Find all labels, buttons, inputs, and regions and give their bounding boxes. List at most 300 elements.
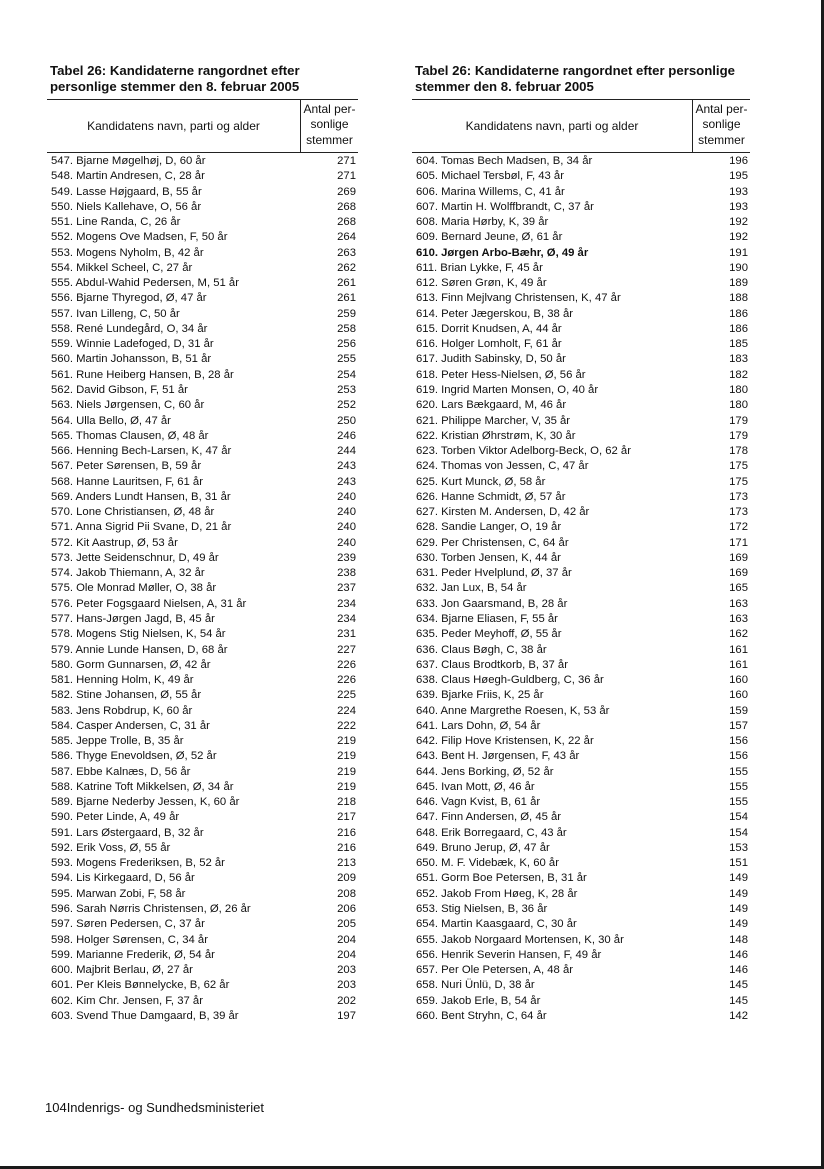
candidate-name: 589. Bjarne Nederby Jessen, K, 60 år [51,796,240,809]
table-row [47,215,358,230]
candidate-name: 550. Niels Kallehave, O, 56 år [51,200,202,213]
vote-count: 203 [337,979,356,992]
candidate-name: 650. M. F. Videbæk, K, 60 år [416,857,559,870]
table-row [412,459,750,474]
candidate-name: 648. Erik Borregaard, C, 43 år [416,826,567,839]
vote-count: 206 [337,903,356,916]
vote-count: 180 [729,399,748,412]
vote-count: 178 [729,445,748,458]
vote-count: 183 [729,353,748,366]
vote-count: 151 [729,857,748,870]
table-row [412,261,750,276]
header-name: Kandidatens navn, parti og alder [465,119,639,133]
vote-count: 240 [337,506,356,519]
vote-count: 225 [337,689,356,702]
candidate-name: 636. Claus Bøgh, C, 38 år [416,643,547,656]
candidate-name: 634. Bjarne Eliasen, F, 55 år [416,612,558,625]
table-row [47,368,358,383]
candidate-name: 556. Bjarne Thyregod, Ø, 47 år [51,292,207,305]
candidate-name: 600. Majbrit Berlau, Ø, 27 år [51,964,193,977]
vote-count: 159 [729,704,748,717]
table-row [47,169,358,184]
vote-count: 173 [729,490,748,503]
vote-count: 208 [337,887,356,900]
table-row [47,551,358,566]
candidate-name: 565. Thomas Clausen, Ø, 48 år [51,429,209,442]
vote-count: 165 [729,582,748,595]
vote-count: 250 [337,414,356,427]
table-row [412,505,750,520]
candidate-name: 651. Gorm Boe Petersen, B, 31 år [416,872,587,885]
table-row [412,933,750,948]
vote-count: 240 [337,521,356,534]
left-table [47,63,358,1024]
vote-count: 268 [337,216,356,229]
table-row [412,963,750,978]
table-row [412,215,750,230]
table-row [412,398,750,413]
vote-count: 193 [729,200,748,213]
table-header [47,99,358,153]
table-row [412,368,750,383]
candidate-name: 626. Hanne Schmidt, Ø, 57 år [416,490,566,503]
candidate-name: 628. Sandie Langer, O, 19 år [416,521,562,534]
candidate-name: 558. René Lundegård, O, 34 år [51,322,208,335]
candidate-name: 620. Lars Bækgaard, M, 46 år [416,399,567,412]
candidate-name: 607. Martin H. Wolffbrandt, C, 37 år [416,200,594,213]
table-row [412,994,750,1009]
header-votes: Antal per-sonlige stemmer [692,100,750,152]
table-row [47,749,358,764]
table-row [412,627,750,642]
vote-count: 192 [729,216,748,229]
vote-count: 154 [729,826,748,839]
header-votes: Antal per-sonlige stemmer [300,100,358,152]
candidate-name: 627. Kirsten M. Andersen, D, 42 år [416,506,590,519]
candidate-name: 625. Kurt Munck, Ø, 58 år [416,475,546,488]
header-name: Kandidatens navn, parti og alder [87,119,260,133]
vote-count: 149 [729,872,748,885]
candidate-name: 564. Ulla Bello, Ø, 47 år [51,414,171,427]
table-row [47,291,358,306]
table-row [47,444,358,459]
table-row [47,230,358,245]
candidate-name: 623. Torben Viktor Adelborg-Beck, O, 62 år [416,445,631,458]
candidate-name: 601. Per Kleis Bønnelycke, B, 62 år [51,979,230,992]
candidate-name: 580. Gorm Gunnarsen, Ø, 42 år [51,658,211,671]
table-row [412,581,750,596]
table-row [47,917,358,932]
vote-count: 263 [337,246,356,259]
table-row [412,841,750,856]
vote-count: 219 [337,780,356,793]
vote-count: 191 [729,246,748,259]
vote-count: 171 [729,536,748,549]
table-row [47,994,358,1009]
candidate-name: 590. Peter Linde, A, 49 år [51,811,180,824]
vote-count: 204 [337,933,356,946]
candidate-name: 606. Marina Willems, C, 41 år [416,185,565,198]
table-row [412,337,750,352]
table-row [47,871,358,886]
vote-count: 192 [729,231,748,244]
candidate-name: 552. Mogens Ove Madsen, F, 50 år [51,231,228,244]
table-row [412,444,750,459]
candidate-name: 624. Thomas von Jessen, C, 47 år [416,460,589,473]
vote-count: 243 [337,460,356,473]
candidate-name: 574. Jakob Thiemann, A, 32 år [51,567,205,580]
vote-count: 219 [337,750,356,763]
table-row [47,200,358,215]
vote-count: 188 [729,292,748,305]
table-row [412,719,750,734]
candidate-name: 557. Ivan Lilleng, C, 50 år [51,307,180,320]
vote-count: 146 [729,948,748,961]
table-title: Tabel 26: Kandidaterne rangordnet efter personlige stemmer den 8. februar 2005 [415,63,735,94]
vote-count: 219 [337,735,356,748]
table-row [412,291,750,306]
candidate-name: 615. Dorrit Knudsen, A, 44 år [416,322,562,335]
candidate-name: 653. Stig Nielsen, B, 36 år [416,903,548,916]
vote-count: 149 [729,887,748,900]
candidate-name: 596. Sarah Nørris Christensen, Ø, 26 år [51,903,251,916]
table-row [47,276,358,291]
vote-count: 254 [337,368,356,381]
table-row [412,810,750,825]
table-row [412,551,750,566]
vote-count: 203 [337,964,356,977]
table-row [47,856,358,871]
candidate-name: 566. Henning Bech-Larsen, K, 47 år [51,445,232,458]
vote-count: 259 [337,307,356,320]
vote-count: 271 [337,170,356,183]
vote-count: 243 [337,475,356,488]
vote-count: 253 [337,383,356,396]
vote-count: 149 [729,903,748,916]
vote-count: 155 [729,765,748,778]
table-row [47,734,358,749]
candidate-name: 649. Bruno Jerup, Ø, 47 år [416,841,550,854]
vote-count: 239 [337,551,356,564]
candidate-name: 588. Katrine Toft Mikkelsen, Ø, 34 år [51,780,234,793]
vote-count: 218 [337,796,356,809]
page-footer: 104Indenrigs- og Sundhedsministeriet [45,1100,264,1115]
table-row [47,719,358,734]
candidate-name: 572. Kit Aastrup, Ø, 53 år [51,536,178,549]
vote-count: 149 [729,918,748,931]
candidate-name: 597. Søren Pedersen, C, 37 år [51,918,205,931]
vote-count: 238 [337,567,356,580]
table-row [47,978,358,993]
table-row [412,520,750,535]
vote-count: 185 [729,338,748,351]
table-header [412,99,750,153]
vote-count: 163 [729,612,748,625]
table-row [412,429,750,444]
candidate-name: 592. Erik Voss, Ø, 55 år [51,841,171,854]
candidate-name: 563. Niels Jørgensen, C, 60 år [51,399,205,412]
candidate-name: 604. Tomas Bech Madsen, B, 34 år [416,155,593,167]
vote-count: 262 [337,261,356,274]
table-row [412,826,750,841]
table-body [47,154,358,1024]
vote-count: 173 [729,506,748,519]
vote-count: 216 [337,826,356,839]
table-row [47,566,358,581]
candidate-name: 621. Philippe Marcher, V, 35 år [416,414,571,427]
table-row [47,261,358,276]
vote-count: 226 [337,658,356,671]
table-row [47,398,358,413]
table-row [47,841,358,856]
table-row [47,612,358,627]
vote-count: 216 [337,841,356,854]
table-row [412,185,750,200]
table-row [412,673,750,688]
table-row [47,154,358,169]
vote-count: 160 [729,689,748,702]
candidate-name: 643. Bent H. Jørgensen, F, 43 år [416,750,580,763]
vote-count: 169 [729,551,748,564]
vote-count: 190 [729,261,748,274]
vote-count: 148 [729,933,748,946]
candidate-name: 585. Jeppe Trolle, B, 35 år [51,735,184,748]
vote-count: 269 [337,185,356,198]
candidate-name: 647. Finn Andersen, Ø, 45 år [416,811,562,824]
candidate-name: 555. Abdul-Wahid Pedersen, M, 51 år [51,277,239,290]
table-row [47,185,358,200]
candidate-name: 652. Jakob From Høeg, K, 28 år [416,887,578,900]
table-row [47,352,358,367]
candidate-name: 573. Jette Seidenschnur, D, 49 år [51,551,219,564]
candidate-name: 629. Per Christensen, C, 64 år [416,536,569,549]
vote-count: 224 [337,704,356,717]
candidate-name: 576. Peter Fogsgaard Nielsen, A, 31 år [51,597,247,610]
vote-count: 161 [729,643,748,656]
table-row [412,154,750,169]
vote-count: 252 [337,399,356,412]
table-row [47,933,358,948]
table-row [412,902,750,917]
vote-count: 244 [337,445,356,458]
vote-count: 234 [337,612,356,625]
table-row [412,795,750,810]
table-row [412,765,750,780]
candidate-name: 578. Mogens Stig Nielsen, K, 54 år [51,628,226,641]
table-row [412,383,750,398]
vote-count: 261 [337,277,356,290]
table-row [412,536,750,551]
candidate-name: 611. Brian Lykke, F, 45 år [416,261,543,274]
table-row [47,536,358,551]
candidate-name: 630. Torben Jensen, K, 44 år [416,551,561,564]
vote-count: 234 [337,597,356,610]
vote-count: 195 [729,170,748,183]
vote-count: 204 [337,948,356,961]
table-body [412,154,750,1024]
candidate-name: 591. Lars Østergaard, B, 32 år [51,826,204,839]
vote-count: 180 [729,383,748,396]
vote-count: 240 [337,536,356,549]
table-row [47,658,358,673]
candidate-name: 605. Michael Tersbøl, F, 43 år [416,170,564,183]
table-row [47,963,358,978]
table-row [412,704,750,719]
candidate-name: 608. Maria Hørby, K, 39 år [416,216,549,229]
candidate-name: 635. Peder Meyhoff, Ø, 55 år [416,628,562,641]
vote-count: 156 [729,750,748,763]
vote-count: 213 [337,857,356,870]
vote-count: 205 [337,918,356,931]
candidate-name: 547. Bjarne Møgelhøj, D, 60 år [51,155,206,167]
candidate-name: 654. Martin Kaasgaard, C, 30 år [416,918,577,931]
candidate-name: 554. Mikkel Scheel, C, 27 år [51,261,193,274]
candidate-name: 602. Kim Chr. Jensen, F, 37 år [51,994,203,1007]
table-row [412,734,750,749]
candidate-name: 639. Bjarke Friis, K, 25 år [416,689,544,702]
table-row [47,383,358,398]
vote-count: 222 [337,719,356,732]
candidate-name: 657. Per Ole Petersen, A, 48 år [416,964,573,977]
table-row [47,1009,358,1024]
table-row [412,749,750,764]
vote-count: 182 [729,368,748,381]
vote-count: 186 [729,307,748,320]
vote-count: 169 [729,567,748,580]
table-row [47,414,358,429]
candidate-name: 548. Martin Andresen, C, 28 år [51,170,205,183]
candidate-name: 599. Marianne Frederik, Ø, 54 år [51,948,215,961]
vote-count: 145 [729,994,748,1007]
table-row [47,459,358,474]
candidate-name: 579. Annie Lunde Hansen, D, 68 år [51,643,228,656]
table-row [47,337,358,352]
table-row [47,627,358,642]
table-row [412,612,750,627]
vote-count: 145 [729,979,748,992]
vote-count: 227 [337,643,356,656]
vote-count: 179 [729,414,748,427]
table-row [47,948,358,963]
candidate-name: 655. Jakob Norgaard Mortensen, K, 30 år [416,933,624,946]
candidate-name: 642. Filip Hove Kristensen, K, 22 år [416,735,594,748]
candidate-name: 622. Kristian Øhrstrøm, K, 30 år [416,429,576,442]
table-row [47,246,358,261]
candidate-name: 577. Hans-Jørgen Jagd, B, 45 år [51,612,215,625]
candidate-name: 616. Holger Lomholt, F, 61 år [416,338,562,351]
vote-count: 154 [729,811,748,824]
table-row [412,871,750,886]
candidate-name: 618. Peter Hess-Nielsen, Ø, 56 år [416,368,586,381]
table-row [47,795,358,810]
candidate-name: 594. Lis Kirkegaard, D, 56 år [51,872,195,885]
table-row [412,414,750,429]
table-row [412,856,750,871]
candidate-name: 632. Jan Lux, B, 54 år [416,582,527,595]
vote-count: 226 [337,674,356,687]
vote-count: 175 [729,460,748,473]
candidate-name: 549. Lasse Højgaard, B, 55 år [51,185,202,198]
table-row [47,475,358,490]
candidate-name: 659. Jakob Erle, B, 54 år [416,994,541,1007]
candidate-name: 619. Ingrid Marten Monsen, O, 40 år [416,383,599,396]
table-row [47,688,358,703]
candidate-name: 586. Thyge Enevoldsen, Ø, 52 år [51,750,217,763]
candidate-name: 582. Stine Johansen, Ø, 55 år [51,689,202,702]
candidate-name: 656. Henrik Severin Hansen, F, 49 år [416,948,602,961]
candidate-name: 633. Jon Gaarsmand, B, 28 år [416,597,568,610]
candidate-name: 570. Lone Christiansen, Ø, 48 år [51,506,215,519]
candidate-name: 593. Mogens Frederiksen, B, 52 år [51,857,225,870]
table-row [47,520,358,535]
table-title: Tabel 26: Kandidaterne rangordnet efter personlige stemmer den 8. februar 2005 [50,63,300,94]
vote-count: 146 [729,964,748,977]
table-row [412,322,750,337]
candidate-name: 561. Rune Heiberg Hansen, B, 28 år [51,368,234,381]
vote-count: 240 [337,490,356,503]
candidate-name: 638. Claus Høegh-Guldberg, C, 36 år [416,674,604,687]
table-row [47,505,358,520]
vote-count: 153 [729,841,748,854]
table-row [412,352,750,367]
candidate-name: 631. Peder Hvelplund, Ø, 37 år [416,567,572,580]
vote-count: 156 [729,735,748,748]
vote-count: 261 [337,292,356,305]
candidate-name: 560. Martin Johansson, B, 51 år [51,353,212,366]
vote-count: 219 [337,765,356,778]
table-row [47,307,358,322]
candidate-name: 603. Svend Thue Damgaard, B, 39 år [51,1009,239,1022]
table-row [47,780,358,795]
candidate-name: 644. Jens Borking, Ø, 52 år [416,765,554,778]
vote-count: 197 [337,1009,356,1022]
vote-count: 196 [729,155,748,167]
vote-count: 193 [729,185,748,198]
candidate-name: 575. Ole Monrad Møller, O, 38 år [51,582,217,595]
vote-count: 202 [337,994,356,1007]
table-row [47,887,358,902]
vote-count: 271 [337,155,356,167]
vote-count: 217 [337,811,356,824]
vote-count: 264 [337,231,356,244]
table-row [412,490,750,505]
candidate-name: 612. Søren Grøn, K, 49 år [416,277,547,290]
table-row [47,429,358,444]
table-row [412,948,750,963]
candidate-name: 568. Hanne Lauritsen, F, 61 år [51,475,203,488]
table-row [47,673,358,688]
table-row [47,826,358,841]
vote-count: 256 [337,338,356,351]
candidate-name: 658. Nuri Ünlü, D, 38 år [416,979,535,992]
right-table [412,63,750,1024]
vote-count: 179 [729,429,748,442]
candidate-name: 567. Peter Sørensen, B, 59 år [51,460,202,473]
candidate-name: 637. Claus Brodtkorb, B, 37 år [416,658,568,671]
candidate-name: 559. Winnie Ladefoged, D, 31 år [51,338,214,351]
vote-count: 255 [337,353,356,366]
vote-count: 189 [729,277,748,290]
vote-count: 268 [337,200,356,213]
table-row [412,643,750,658]
vote-count: 231 [337,628,356,641]
candidate-name: 569. Anders Lundt Hansen, B, 31 år [51,490,231,503]
table-row [412,230,750,245]
candidate-name: 646. Vagn Kvist, B, 61 år [416,796,541,809]
candidate-name: 562. David Gibson, F, 51 år [51,383,188,396]
vote-count: 161 [729,658,748,671]
vote-count: 155 [729,796,748,809]
